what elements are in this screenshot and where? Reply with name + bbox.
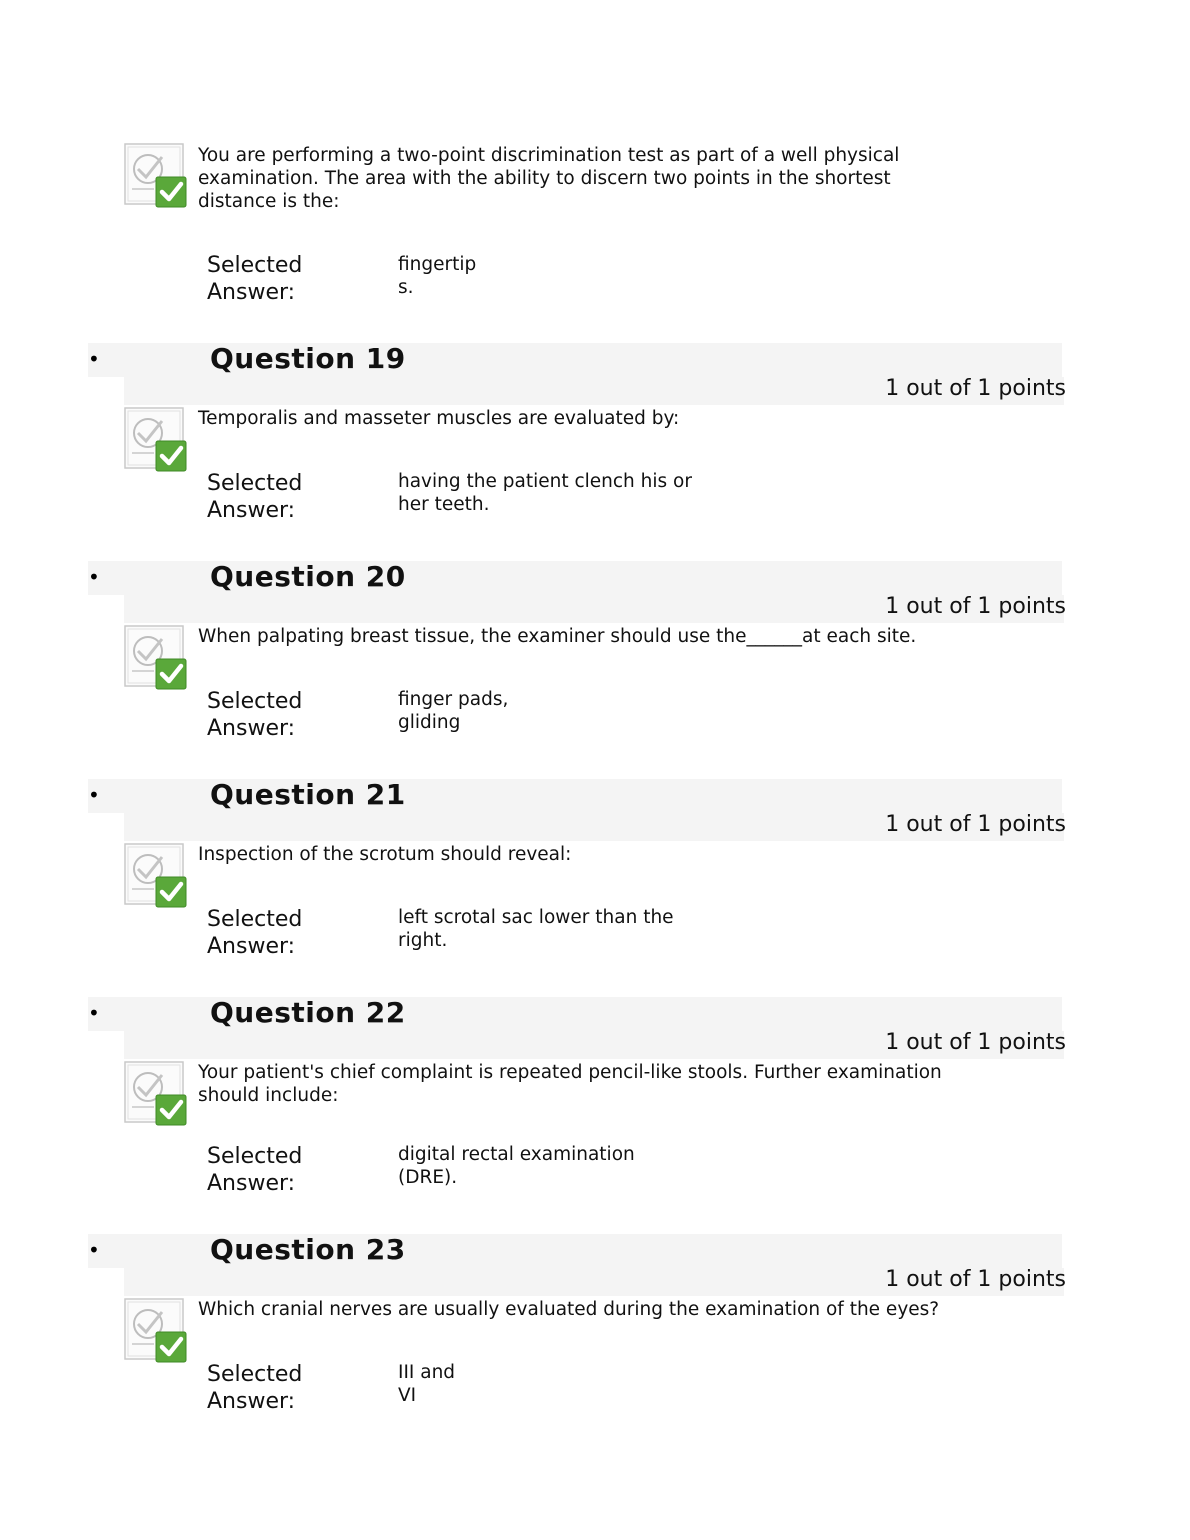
question-title: Question 20 (210, 560, 406, 593)
checked-document-icon (124, 1061, 188, 1127)
selected-answer: finger pads, gliding (398, 689, 509, 733)
selected-answer: digital rectal examination (DRE). (398, 1144, 635, 1188)
selected-answer-label: Selected Answer: (207, 1144, 303, 1196)
selected-answer-label: Selected Answer: (207, 907, 303, 959)
checked-document-icon (124, 1298, 188, 1364)
bullet: • (88, 565, 100, 589)
question-text: Your patient's chief complaint is repeated pencil-like stools. Further examination should include: (198, 1062, 942, 1106)
question-text: Which cranial nerves are usually evaluated during the examination of the eyes? (198, 1299, 940, 1320)
selected-answer-label: Selected Answer: (207, 471, 303, 523)
question-text: When palpating breast tissue, the examiner should use the______at each site. (198, 626, 917, 647)
bullet: • (88, 347, 100, 371)
bullet: • (88, 1001, 100, 1025)
checked-document-icon (124, 625, 188, 691)
question-text: Inspection of the scrotum should reveal: (198, 844, 572, 865)
selected-answer-label: Selected Answer: (207, 689, 303, 741)
question-header (88, 779, 1068, 841)
points-score: 1 out of 1 points (885, 594, 1066, 619)
points-score: 1 out of 1 points (885, 812, 1066, 837)
selected-answer-label: Selected Answer: (207, 1362, 303, 1414)
bullet: • (88, 783, 100, 807)
question-title: Question 19 (210, 342, 406, 375)
question-header (88, 343, 1068, 405)
selected-answer: fingertips. (398, 254, 477, 298)
question-header (88, 561, 1068, 623)
question-header (88, 997, 1068, 1059)
checked-document-icon (124, 407, 188, 473)
question-title: Question 22 (210, 996, 406, 1029)
selected-answer: III and VI (398, 1362, 456, 1406)
points-score: 1 out of 1 points (885, 1267, 1066, 1292)
bullet: • (88, 1238, 100, 1262)
points-score: 1 out of 1 points (885, 1030, 1066, 1055)
question-title: Question 23 (210, 1233, 406, 1266)
selected-answer: having the patient clench his or her teeth. (398, 471, 692, 515)
points-score: 1 out of 1 points (885, 376, 1066, 401)
checked-document-icon (124, 843, 188, 909)
selected-answer-label: Selected Answer: (207, 253, 303, 305)
checked-document-icon (124, 143, 188, 209)
question-header (88, 1234, 1068, 1296)
question-text: You are performing a two-point discrimination test as part of a well physical examination. The area with the ability to discern two points in the shortest distance is the: (198, 145, 900, 212)
question-title: Question 21 (210, 778, 406, 811)
selected-answer: left scrotal sac lower than the right. (398, 907, 674, 951)
question-text: Temporalis and masseter muscles are evaluated by: (198, 408, 680, 429)
